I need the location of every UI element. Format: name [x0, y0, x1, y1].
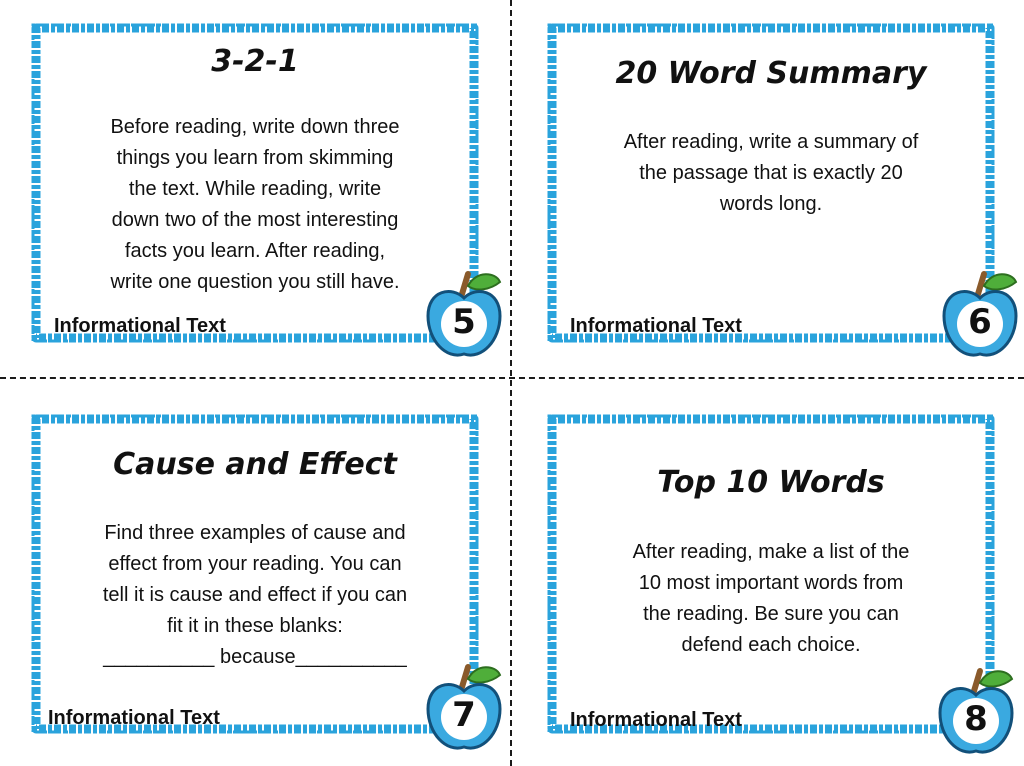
- vertical-cut-line: [510, 0, 512, 766]
- card-title: 20 Word Summary: [615, 56, 927, 91]
- task-card-8: [546, 413, 996, 739]
- apple-number-badge: [936, 665, 1016, 761]
- apple-number-badge: [940, 268, 1020, 364]
- card-instructions: Before reading, write down three things you learn from skimming the text. While reading, write down two of the most interesting facts you learn. After reading, write one question you still have.: [110, 116, 400, 293]
- card-category: Informational Text: [570, 709, 742, 731]
- card-number: 8: [964, 699, 988, 739]
- horizontal-cut-line: [0, 377, 1024, 379]
- card-title: Cause and Effect: [113, 447, 397, 482]
- task-card-5: [30, 22, 480, 344]
- task-card-6: [546, 22, 996, 344]
- card-title: Top 10 Words: [657, 465, 885, 500]
- card-number: 7: [452, 695, 476, 735]
- card-instructions: After reading, write a summary of the passage that is exactly 20 words long.: [623, 131, 919, 215]
- card-category: Informational Text: [48, 707, 220, 729]
- card-instructions: After reading, make a list of the 10 most important words from the reading. Be sure you can defend each choice.: [632, 541, 910, 656]
- card-title: 3-2-1: [211, 44, 299, 79]
- apple-number-badge: [424, 268, 504, 364]
- card-category: Informational Text: [54, 315, 226, 337]
- card-number: 5: [452, 302, 476, 342]
- apple-number-badge: [424, 661, 504, 757]
- card-category: Informational Text: [570, 315, 742, 337]
- task-card-7: [30, 413, 480, 735]
- card-instructions: Find three examples of cause and effect from your reading. You can tell it is cause and effect if you can fit it in these blanks: __________ because__________: [102, 522, 408, 668]
- card-number: 6: [968, 302, 992, 342]
